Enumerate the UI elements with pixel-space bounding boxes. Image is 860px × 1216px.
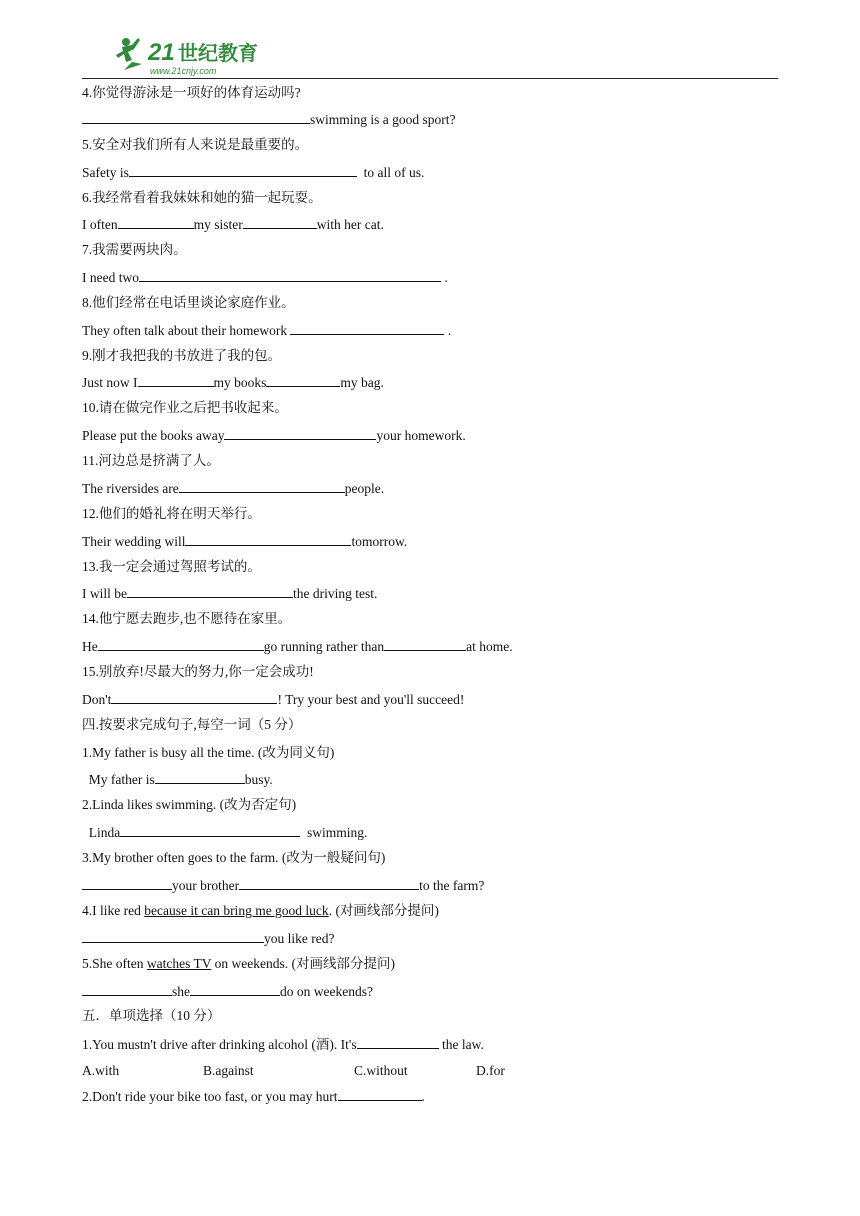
q6-cn: 6.我经常看着我妹妹和她的猫一起玩耍。 — [82, 190, 322, 205]
blank[interactable] — [179, 479, 345, 493]
q11-cn: 11.河边总是挤满了人。 — [82, 453, 220, 468]
q6-en: I often my sister with her cat. — [82, 217, 384, 232]
q7-en: I need two . — [82, 270, 448, 285]
svg-text:21: 21 — [148, 39, 175, 66]
s5-q1: 1.You mustn't drive after drinking alcohol (酒). It's the law. — [82, 1037, 484, 1052]
q4-cn: 4.你觉得游泳是一项好的体育运动吗? — [82, 85, 301, 100]
blank[interactable] — [98, 637, 264, 651]
blank[interactable] — [357, 1035, 439, 1049]
option-d[interactable]: D.for — [476, 1063, 505, 1078]
blank[interactable] — [139, 268, 441, 282]
q13-cn: 13.我一定会通过驾照考试的。 — [82, 559, 261, 574]
s5-q2: 2.Don't ride your bike too fast, or you may hurt . — [82, 1089, 425, 1104]
s4-q3-answer: your brother to the farm? — [82, 876, 484, 895]
s4-q1-answer: My father is busy. — [82, 772, 273, 787]
page-header — [82, 28, 778, 80]
section5-title: 五．单项选择（10 分） — [82, 1008, 221, 1023]
blank[interactable] — [120, 823, 300, 837]
blank[interactable] — [127, 584, 293, 598]
blank[interactable] — [384, 637, 466, 651]
blank[interactable] — [224, 426, 376, 440]
s4-q4: 4.I like red because it can bring me good luck. (对画线部分提问) — [82, 903, 439, 918]
blank[interactable] — [82, 876, 172, 890]
blank[interactable] — [118, 215, 194, 229]
q9-cn: 9.刚才我把我的书放进了我的包。 — [82, 348, 282, 363]
blank[interactable] — [239, 876, 419, 890]
q15-en: Don't ! Try your best and you'll succeed! — [82, 692, 465, 707]
blank[interactable] — [243, 215, 317, 229]
s4-q1: 1.My father is busy all the time. (改为同义句) — [82, 745, 335, 760]
blank[interactable] — [82, 110, 310, 124]
blank[interactable] — [138, 373, 214, 387]
section4-title: 四.按要求完成句子,每空一词（5 分） — [82, 717, 302, 732]
s4-q5: 5.She often watches TV on weekends. (对画线部分提问) — [82, 956, 395, 971]
q10-cn: 10.请在做完作业之后把书收起来。 — [82, 400, 288, 415]
blank[interactable] — [129, 163, 357, 177]
option-c[interactable]: C.without — [354, 1063, 408, 1078]
s4-q4-answer: you like red? — [82, 929, 334, 948]
blank[interactable] — [82, 982, 172, 996]
q5-cn: 5.安全对我们所有人来说是最重要的。 — [82, 137, 309, 152]
svg-text:www.21cnjy.com: www.21cnjy.com — [150, 66, 217, 76]
q8-en: They often talk about their homework . — [82, 323, 452, 338]
q14-cn: 14.他宁愿去跑步,也不愿待在家里。 — [82, 611, 292, 626]
q11-en: The riversides are people. — [82, 481, 385, 496]
blank[interactable] — [338, 1087, 422, 1101]
q15-cn: 15.别放弃!尽最大的努力,你一定会成功! — [82, 664, 314, 679]
q5-en: Safety is to all of us. — [82, 165, 425, 180]
blank[interactable] — [190, 982, 280, 996]
s4-q2: 2.Linda likes swimming. (改为否定句) — [82, 797, 297, 812]
q7-cn: 7.我需要两块肉。 — [82, 242, 187, 257]
q14-en: He go running rather than at home. — [82, 639, 513, 654]
s4-q3: 3.My brother often goes to the farm. (改为一般疑问句) — [82, 850, 386, 865]
header-rule — [82, 78, 778, 79]
s4-q2-answer: Linda swimming. — [82, 825, 368, 840]
blank[interactable] — [290, 321, 444, 335]
blank[interactable] — [82, 929, 264, 943]
blank[interactable] — [111, 690, 277, 704]
q4-en: swimming is a good sport? — [82, 110, 456, 129]
svg-text:世纪教育: 世纪教育 — [178, 41, 258, 65]
option-b[interactable]: B.against — [203, 1063, 254, 1078]
q12-cn: 12.他们的婚礼将在明天举行。 — [82, 506, 261, 521]
q13-en: I will be the driving test. — [82, 586, 378, 601]
option-a[interactable]: A.with — [82, 1063, 120, 1078]
q9-en: Just now I my books my bag. — [82, 375, 384, 390]
blank[interactable] — [266, 373, 340, 387]
q8-cn: 8.他们经常在电话里谈论家庭作业。 — [82, 295, 295, 310]
q12-en: Their wedding will tomorrow. — [82, 534, 408, 549]
blank[interactable] — [185, 532, 351, 546]
q10-en: Please put the books away your homework. — [82, 428, 466, 443]
s4-q5-answer: she do on weekends? — [82, 982, 373, 1001]
blank[interactable] — [155, 770, 245, 784]
logo-icon — [112, 32, 292, 78]
